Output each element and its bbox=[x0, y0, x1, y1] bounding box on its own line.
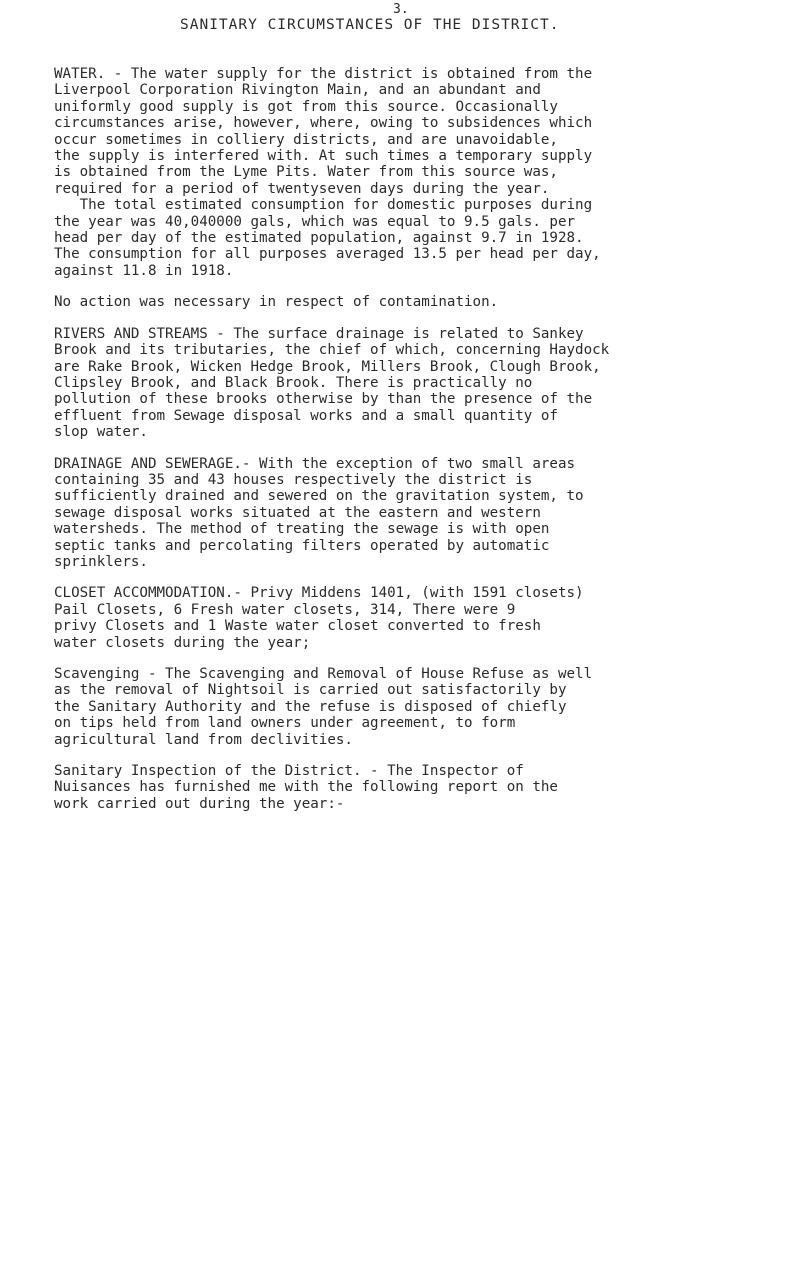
text-line: Liverpool Corporation Rivington Main, and an abundant and bbox=[54, 82, 541, 99]
text-line: The total estimated consumption for domestic purposes during bbox=[54, 197, 593, 214]
text-line: slop water. bbox=[54, 424, 148, 441]
page-number: 3. bbox=[393, 2, 409, 17]
text-line: occur sometimes in colliery districts, and are unavoidable, bbox=[54, 131, 558, 148]
text-line: sewage disposal works situated at the eastern and western bbox=[54, 504, 541, 521]
text-line: against 11.8 in 1918. bbox=[54, 262, 234, 279]
text-line: head per day of the estimated population, against 9.7 in 1928. bbox=[54, 230, 584, 247]
text-line: Clipsley Brook, and Black Brook. There is practically no bbox=[54, 374, 533, 391]
section-drainage-sewerage bbox=[54, 456, 798, 571]
text-line: pollution of these brooks otherwise by than the presence of the bbox=[54, 391, 593, 408]
page-title: SANITARY CIRCUMSTANCES OF THE DISTRICT. bbox=[180, 17, 560, 33]
text-line: uniformly good supply is got from this source. Occasionally bbox=[54, 98, 558, 115]
text-line: is obtained from the Lyme Pits. Water from this source was, bbox=[54, 164, 558, 181]
text-line: The consumption for all purposes averaged 13.5 per head per day, bbox=[54, 246, 601, 263]
text-line: effluent from Sewage disposal works and a small quantity of bbox=[54, 407, 558, 424]
text-line: watersheds. The method of treating the sewage is with open bbox=[54, 521, 550, 538]
text-line: CLOSET ACCOMMODATION.- Privy Middens 1401, (with 1591 closets) bbox=[54, 585, 584, 602]
section-scavenging bbox=[54, 666, 798, 748]
section-rivers-streams bbox=[54, 326, 798, 441]
text-line: water closets during the year; bbox=[54, 634, 311, 651]
text-line: required for a period of twentyseven days during the year. bbox=[54, 180, 550, 197]
text-line: Pail Closets, 6 Fresh water closets, 314, There were 9 bbox=[54, 601, 516, 618]
text-line: WATER. - The water supply for the district is obtained from the bbox=[54, 66, 593, 82]
section-contamination bbox=[54, 294, 798, 310]
text-line: sufficiently drained and sewered on the gravitation system, to bbox=[54, 488, 584, 505]
text-line: DRAINAGE AND SEWERAGE.- With the exception of two small areas bbox=[54, 455, 576, 472]
text-line: the supply is interfered with. At such times a temporary supply bbox=[54, 148, 593, 165]
text-line: the Sanitary Authority and the refuse is disposed of chiefly bbox=[54, 698, 567, 715]
text-line: septic tanks and percolating filters operated by automatic bbox=[54, 537, 550, 554]
text-line: circumstances arise, however, where, owing to subsidences which bbox=[54, 115, 593, 132]
text-line: Sanitary Inspection of the District. - The Inspector of bbox=[54, 763, 524, 780]
text-line: containing 35 and 43 houses respectively the district is bbox=[54, 471, 533, 488]
text-line: Scavenging - The Scavenging and Removal of House Refuse as well bbox=[54, 666, 593, 682]
text-line: as the removal of Nightsoil is carried out satisfactorily by bbox=[54, 682, 567, 699]
section-closet-accommodation bbox=[54, 585, 798, 651]
text-line: No action was necessary in respect of contamination. bbox=[54, 294, 499, 311]
document-body bbox=[54, 66, 798, 827]
text-line: Nuisances has furnished me with the following report on the bbox=[54, 779, 558, 796]
text-line: agricultural land from declivities. bbox=[54, 731, 353, 748]
section-sanitary-inspection bbox=[54, 763, 798, 812]
text-line: Brook and its tributaries, the chief of which, concerning Haydock bbox=[54, 342, 610, 359]
text-line: work carried out during the year:- bbox=[54, 795, 345, 812]
section-water bbox=[54, 66, 798, 279]
text-line: the year was 40,040000 gals, which was equal to 9.5 gals. per bbox=[54, 213, 576, 230]
text-line: are Rake Brook, Wicken Hedge Brook, Millers Brook, Clough Brook, bbox=[54, 358, 601, 375]
text-line: RIVERS AND STREAMS - The surface drainage is related to Sankey bbox=[54, 325, 584, 342]
text-line: sprinklers. bbox=[54, 553, 148, 570]
text-line: privy Closets and 1 Waste water closet converted to fresh bbox=[54, 618, 541, 635]
text-line: on tips held from land owners under agreement, to form bbox=[54, 715, 516, 732]
